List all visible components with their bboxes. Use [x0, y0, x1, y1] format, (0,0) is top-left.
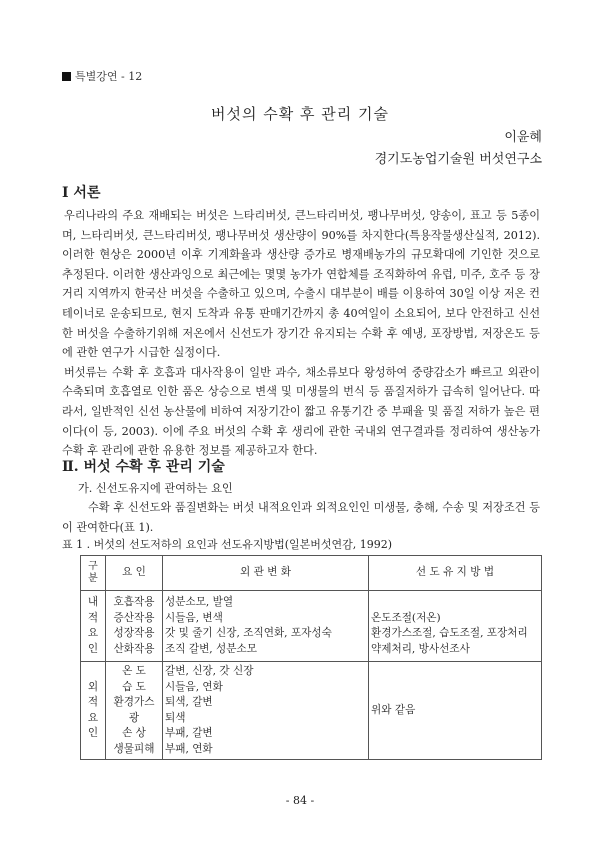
header-appearance: 외 관 변 화 [163, 556, 369, 591]
freshness-table [80, 555, 542, 760]
square-bullet-icon [62, 72, 71, 81]
factor-cell: 성장작용 [113, 627, 155, 639]
category-internal: 내 적 요 인 [81, 591, 106, 662]
table-caption: 표 1 . 버섯의 선도저하의 요인과 선도유지방법(일본버섯연감, 1992) [62, 538, 393, 551]
method-cell: 온도조절(저온) [371, 611, 441, 624]
factor-cell: 온 도 [122, 665, 146, 677]
section-heading-intro: Ⅰ 서론 [62, 185, 101, 201]
factor-cell: 호흡작용 [113, 596, 155, 608]
methods-internal [369, 591, 542, 662]
method-cell [371, 595, 539, 611]
category-external: 외 적 요 인 [81, 662, 106, 760]
author-name: 이윤혜 [504, 130, 542, 145]
postharvest-paragraph: 수확 후 신선도와 품질변화는 버섯 내적요인과 외적요인인 미생물, 충해, 수송 및 저장조건 등이 관여한다(표 1). [62, 501, 540, 534]
changes-external [163, 662, 369, 760]
factor-cell: 습 도 [122, 680, 146, 693]
intro-body [62, 206, 540, 461]
factor-cell: 손 상 [122, 727, 146, 739]
factors-internal [106, 591, 163, 662]
change-cell: 갓 및 줄기 신장, 조직연화, 포자성숙 [165, 627, 332, 639]
factor-cell: 생물피해 [113, 742, 155, 755]
changes-internal [163, 591, 369, 662]
intro-paragraph-2: 버섯류는 수확 후 호흡과 대사작용이 일반 과수, 채소류보다 왕성하여 중량감소가 빠르고 외관이 수축되며 호흡열로 인한 품온 상승으로 변색 및 미생물의 번식 등 품질저하가 급속히 일어난다. 따라서, 일반적인 신선 농산물에 비하여 저장기간이 짧고 유통기간 중 부패율 및 품질 저하가 높은 편이다(이 등, 2003). 이에 주요 버섯의 수확 후 생리에 관한 국내외 연구결과를 정리하여 생산농가 수확 후 관리에 관한 유용한 정보를 제공하고자 한다. [62, 365, 540, 458]
change-cell: 퇴색, 갈변 [165, 696, 213, 708]
factors-external [106, 662, 163, 760]
header-method: 선 도 유 지 방 법 [369, 556, 542, 591]
change-cell: 조직 갈변, 성분소모 [165, 642, 257, 655]
change-cell: 퇴색 [165, 711, 186, 724]
change-cell: 성분소모, 발열 [165, 596, 234, 608]
method-cell: 약제처리, 방사선조사 [371, 642, 470, 655]
section-heading-postharvest: Ⅱ. 버섯 수확 후 관리 기술 [62, 459, 225, 475]
factor-cell: 증산작용 [113, 611, 155, 624]
methods-external: 위와 같음 [369, 662, 542, 760]
change-cell: 부패, 갈변 [165, 727, 213, 739]
author-affiliation: 경기도농업기술원 버섯연구소 [374, 152, 542, 167]
section-tag-label: 특별강연 - 12 [75, 70, 143, 83]
factor-cell: 광 [128, 711, 140, 724]
table-row-internal [81, 591, 542, 662]
postharvest-body [62, 498, 540, 537]
intro-paragraph-1: 우리나라의 주요 재배되는 버섯은 느타리버섯, 큰느타리버섯, 팽나무버섯, 양송이, 표고 등 5종이며, 느타리버섯, 큰느타리버섯, 팽나무버섯 생산량이 90%를 차지한다(특용작물생산실적, 2012). 이러한 현상은 2000년 이후 기계화율과 생산량 증가로 병재배농가의 규모확대에 기인한 것으로 추정된다. 이러한 생산과잉으로 최근에는 몇몇 농가가 연합체를 조직화하여 유럽, 미주, 호주 등 장거리 지역까지 한국산 버섯을 수출하고 있으며, 수출시 대부분이 배를 이용하여 30일 이상 저온 컨테이너로 운송되므로, 현지 도착과 유통 판매기간까지 총 40여일이 소요되어, 보다 안전하고 신선한 버섯을 수출하기위해 저온에서 신선도가 장기간 유지되는 수확 후 예냉, 포장방법, 저장온도 등에 관한 연구가 시급한 실정이다. [62, 209, 540, 360]
change-cell: 시들음, 연화 [165, 680, 223, 693]
header-category: 구 분 [81, 556, 106, 591]
method-cell: 환경가스조절, 습도조절, 포장처리 [371, 627, 528, 639]
change-cell: 부패, 연화 [165, 742, 213, 755]
change-cell: 갈변, 신장, 갓 신장 [165, 665, 254, 677]
factor-cell: 환경가스 [113, 696, 155, 708]
change-cell: 시들음, 변색 [165, 611, 223, 624]
page-number: - 84 - [285, 794, 315, 807]
table-row-external [81, 662, 542, 760]
section-tag [62, 68, 142, 84]
subsection-heading: 가. 신선도유지에 관여하는 요인 [78, 482, 233, 495]
paper-title: 버섯의 수확 후 관리 기술 [211, 105, 389, 123]
header-factor: 요 인 [106, 556, 163, 591]
table-header-row [81, 556, 542, 591]
factor-cell: 산화작용 [113, 642, 155, 655]
